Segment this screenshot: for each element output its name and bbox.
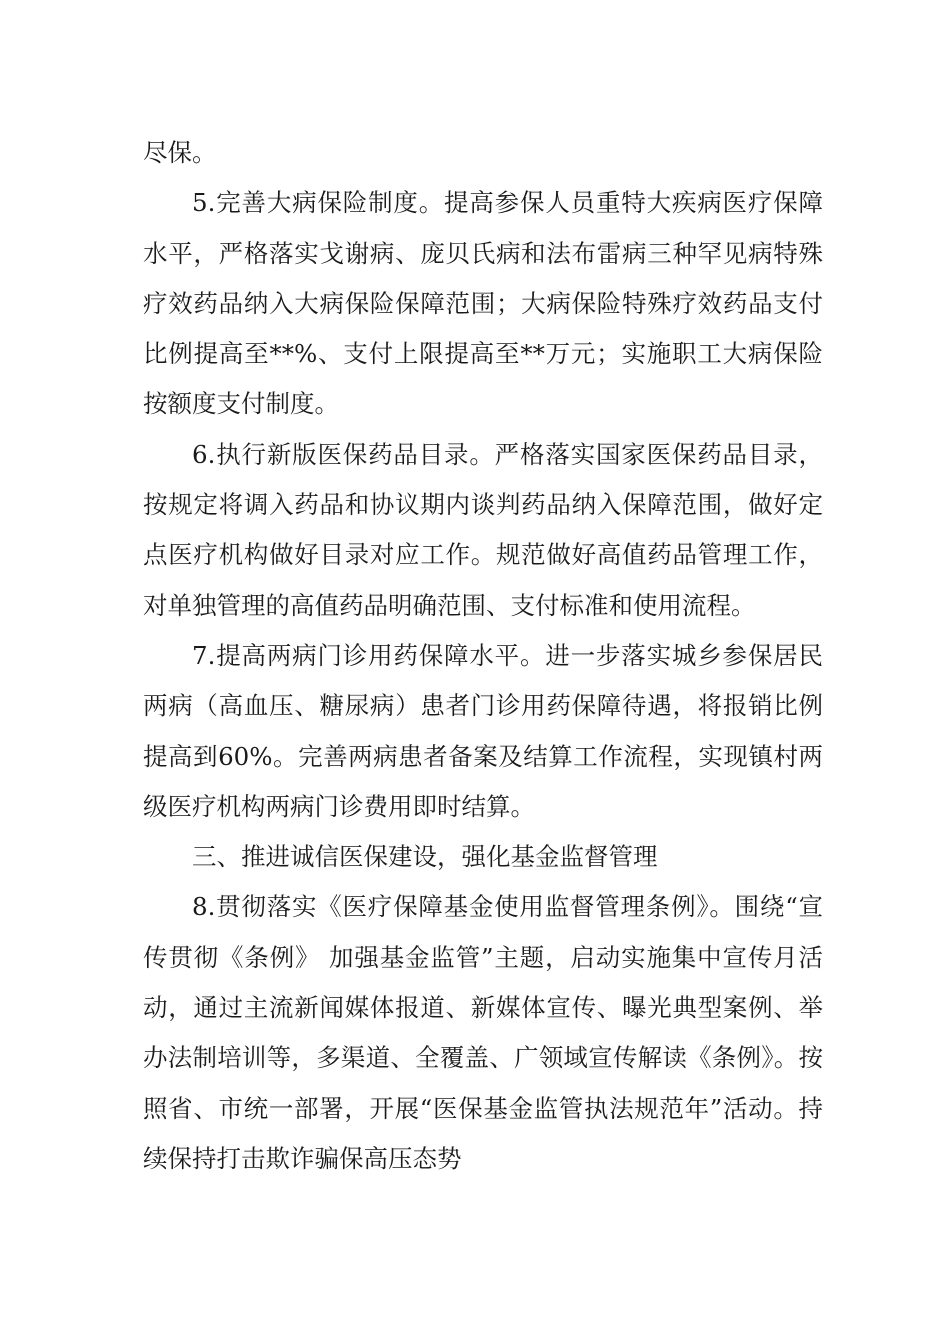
paragraph-item-8: 8.贯彻落实《医疗保障基金使用监督管理条例》。围绕“宣传贯彻《条例》 加强基金监管”主题，启动实施集中宣传月活动，通过主流新闻媒体报道、新媒体宣传、曝光典型案例、举办法制培训等，多渠道、全覆盖、广领域宣传解读《条例》。按照省、市统一部署，开展“医保基金监管执法规范年”活动。持续保持打击欺诈骗保高压态势 (143, 892, 823, 1173)
paragraph-item-6: 6.执行新版医保药品目录。严格落实国家医保药品目录，按规定将调入药品和协议期内谈判药品纳入保障范围，做好定点医疗机构做好目录对应工作。规范做好高值药品管理工作，对单独管理的高值药品明确范围、支付标准和使用流程。 (143, 439, 823, 620)
section-heading-3: 三、推进诚信医保建设，强化基金监督管理 (192, 842, 658, 872)
document-body (143, 128, 823, 1184)
paragraph-item-5: 5.完善大病保险制度。提高参保人员重特大疾病医疗保障水平，严格落实戈谢病、庞贝氏病和法布雷病三种罕见病特殊疗效药品纳入大病保险保障范围；大病保险特殊疗效药品支付比例提高至**%、支付上限提高至**万元；实施职工大病保险按额度支付制度。 (143, 188, 823, 419)
paragraph-item-7: 7.提高两病门诊用药保障水平。进一步落实城乡参保居民两病（高血压、糖尿病）患者门诊用药保障待遇，将报销比例提高到60%。完善两病患者备案及结算工作流程，实现镇村两级医疗机构两病门诊费用即时结算。 (143, 640, 823, 821)
paragraph-continuation: 尽保。 (143, 138, 217, 167)
